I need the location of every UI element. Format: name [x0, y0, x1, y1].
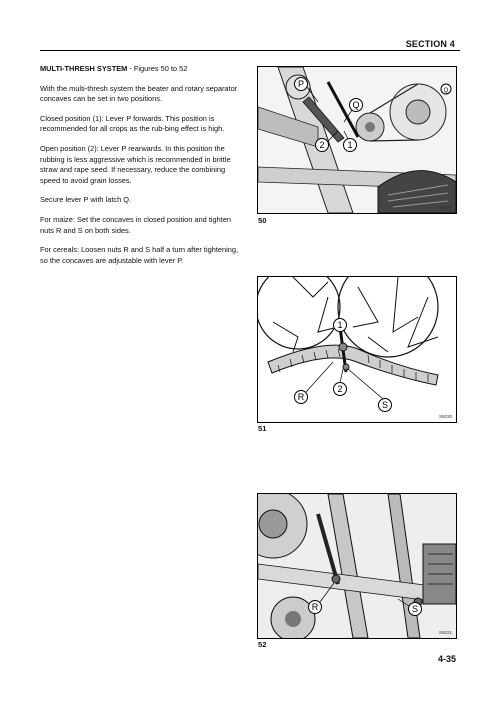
- callout-label: P: [297, 79, 305, 89]
- callout-label: 2: [319, 140, 325, 150]
- figure-50-illustration: [258, 67, 456, 213]
- figure-50-code: S5026: [438, 205, 452, 210]
- section-title-bold: MULTI-THRESH SYSTEM: [40, 64, 128, 73]
- page-number: 4-35: [437, 654, 456, 664]
- section-header: SECTION 4: [405, 39, 455, 49]
- paragraph-latch: Secure lever P with latch Q.: [40, 195, 132, 205]
- section-title-rest: - Figures 50 to 52: [127, 64, 188, 73]
- paragraph-intro: With the multi-thresh system the beater and rotary separator concaves can be set in two positions.: [40, 83, 238, 104]
- callout-label: Q: [352, 100, 360, 110]
- figure-51-image: [257, 276, 457, 423]
- paragraph-cereals: For cereals: Loosen nuts R and S half a turn after tightening, so the concaves are adjustable with lever P.: [40, 245, 239, 265]
- figure-52-caption: 52: [258, 640, 267, 649]
- callout-label: S: [411, 604, 419, 614]
- figure-52-code: S5021: [438, 630, 452, 635]
- callout-label: Q: [443, 88, 449, 94]
- paragraph-closed-position: Closed position (1): Lever P forwards. This position is recommended for all crops as the rub-bing effect is high.: [40, 113, 225, 134]
- section-title: [40, 64, 240, 75]
- figure-51-illustration: [258, 277, 456, 422]
- body-text: [40, 64, 240, 275]
- figure-50-image: [257, 66, 457, 214]
- paragraph-open-position: Open position (2): Lever P rearwards. In this position the rubbing is less aggressive which is recommended in brittle straw and rape seed. If necessary, reduce the combining speed to avoid grain losses.: [40, 143, 231, 185]
- header-rule: [40, 50, 460, 51]
- callout-label: R: [297, 392, 305, 402]
- figure-52-image: [257, 493, 457, 639]
- callout-label: S: [381, 400, 389, 410]
- callout-label: 1: [347, 140, 353, 150]
- figure-51-code: S5030: [438, 414, 452, 419]
- callout-label: 2: [337, 384, 343, 394]
- figure-51-caption: 51: [258, 424, 267, 433]
- figure-52-illustration: [258, 494, 456, 638]
- callout-label: R: [311, 602, 319, 612]
- paragraph-maize: For maize: Set the concaves in closed position and tighten nuts R and S on both sides.: [40, 214, 232, 235]
- callout-label: 1: [337, 320, 343, 330]
- figure-50-caption: 50: [258, 216, 267, 225]
